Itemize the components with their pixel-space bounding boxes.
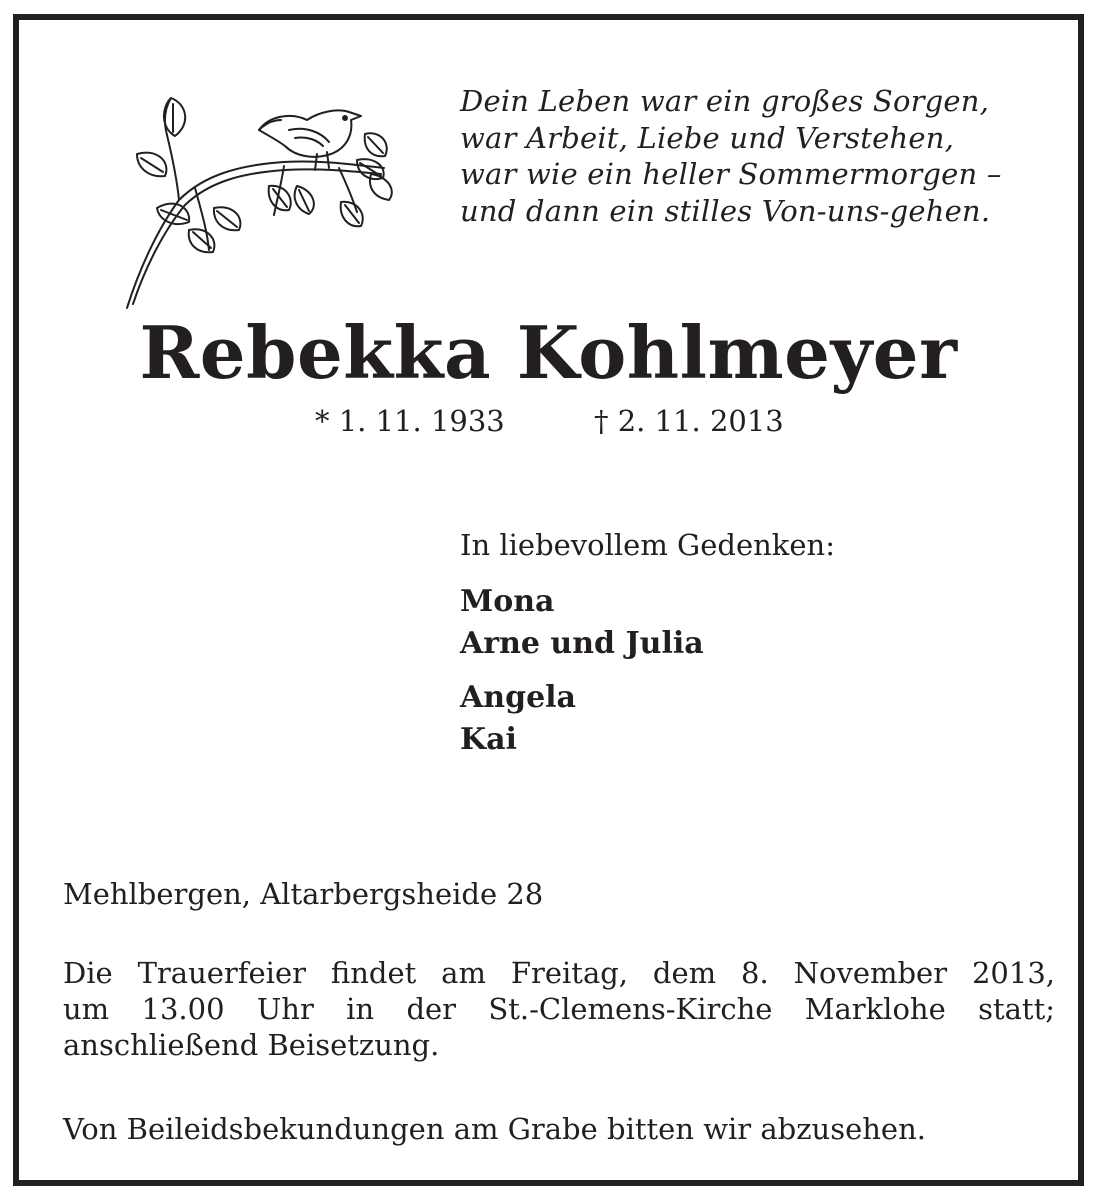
address: Mehlbergen, Altarbergsheide 28 bbox=[63, 877, 544, 911]
memory-heading: In liebevollem Gedenken: bbox=[460, 528, 835, 562]
mourners-list bbox=[460, 581, 704, 773]
death-date: † 2. 11. 2013 bbox=[594, 404, 784, 438]
poem bbox=[460, 83, 1060, 229]
mourner-group bbox=[460, 677, 704, 761]
ceremony-line: anschließend Beisetzung. bbox=[63, 1028, 440, 1062]
poem-line: und dann ein stilles Von-uns-gehen. bbox=[460, 193, 991, 228]
ceremony-paragraph bbox=[63, 955, 1055, 1063]
poem-line: Dein Leben war ein großes Sorgen, bbox=[460, 84, 990, 118]
condolence-request: Von Beileidsbekundungen am Grabe bitten wir abzusehen. bbox=[63, 1112, 926, 1146]
birth-date: * 1. 11. 1933 bbox=[315, 404, 505, 438]
ceremony-line: um 13.00 Uhr in der St.-Clemens-Kirche Marklohe statt; bbox=[63, 992, 1055, 1026]
mourner-group bbox=[460, 581, 704, 665]
bird-on-branch-icon bbox=[109, 90, 409, 320]
poem-line: war Arbeit, Liebe und Verstehen, bbox=[460, 120, 955, 155]
poem-line: war wie ein heller Sommermorgen – bbox=[460, 157, 1002, 191]
mourner-name: Kai bbox=[460, 722, 517, 757]
mourner-name: Mona bbox=[460, 584, 555, 619]
ceremony-line: Die Trauerfeier findet am Freitag, dem 8. November 2013, bbox=[63, 956, 1055, 990]
obituary-notice bbox=[13, 14, 1084, 1186]
mourner-name: Angela bbox=[460, 680, 576, 715]
mourner-name: Arne und Julia bbox=[460, 626, 704, 661]
deceased-name: Rebekka Kohlmeyer bbox=[139, 310, 958, 395]
